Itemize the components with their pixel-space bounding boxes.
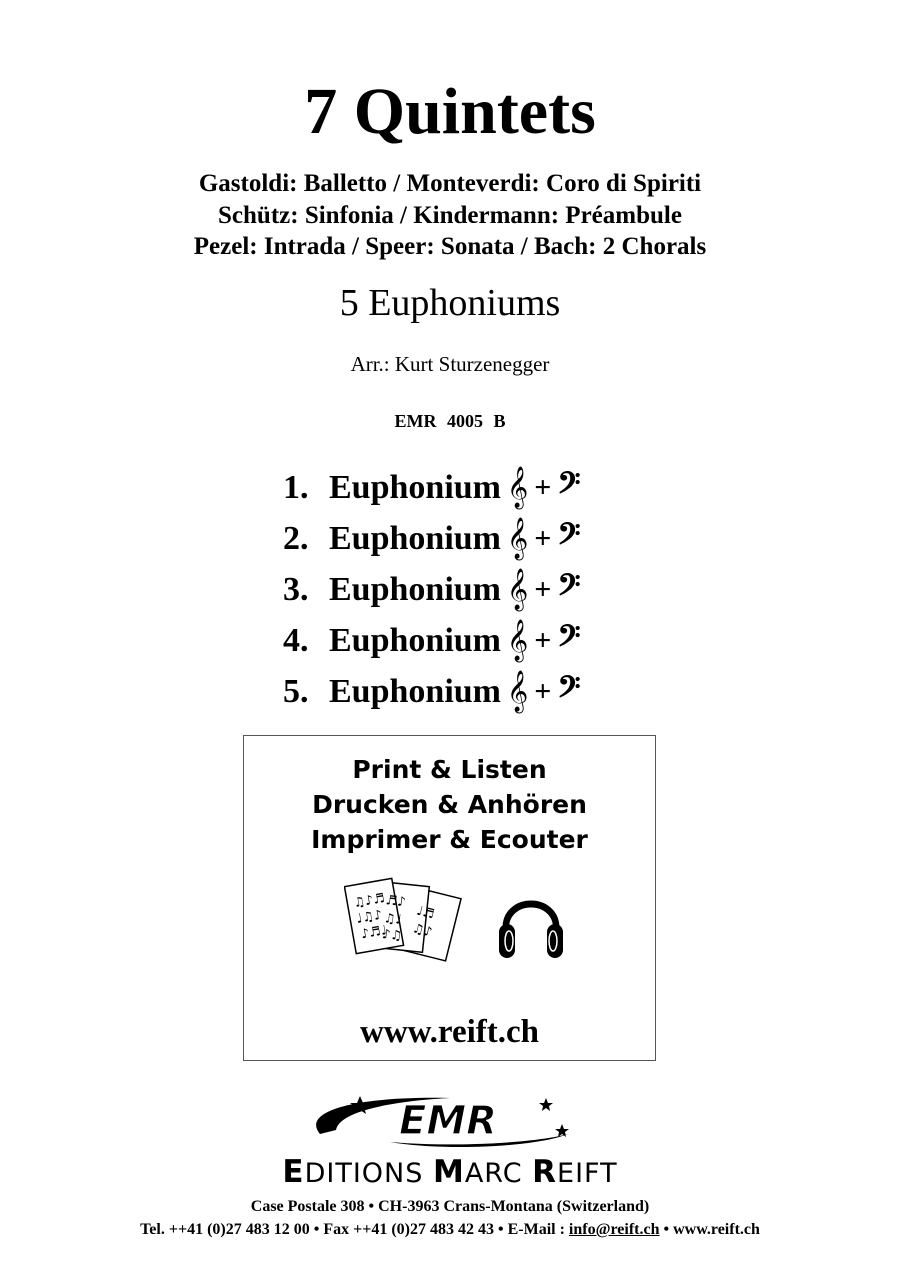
treble-clef-icon: 𝄞 — [507, 619, 529, 661]
bass-clef-icon: 𝄢 — [557, 619, 581, 661]
publisher-name: EDITIONS MARC REIFT — [282, 1154, 618, 1190]
part-name: Euphonium — [329, 570, 501, 608]
bass-clef-icon: 𝄢 — [557, 517, 581, 559]
svg-text:♩♫♪: ♩♫♪ — [355, 907, 384, 928]
svg-text:♬♪: ♬♪ — [384, 893, 407, 911]
email-link[interactable]: info@reift.ch — [568, 1221, 660, 1238]
emr-logo — [300, 1090, 590, 1152]
print-listen-line: Print & Listen — [352, 755, 547, 784]
sheet-music-icon — [344, 874, 474, 969]
svg-text:♪♫: ♪♫ — [381, 927, 403, 945]
treble-clef-icon: 𝄞 — [507, 568, 529, 610]
catalog-number: EMR 4005 B — [394, 411, 506, 431]
works-line: Pezel: Intrada / Speer: Sonata / Bach: 2 Chorals — [193, 233, 707, 260]
part-number: 4. — [283, 621, 309, 659]
publisher-contact: Tel. ++41 (0)27 483 12 00 • Fax ++41 (0)27 483 42 43 • E-Mail : info@reift.ch • www.reift.ch — [140, 1221, 760, 1238]
clef-plus: + — [534, 521, 552, 555]
works-line: Gastoldi: Balletto / Monteverdi: Coro di Spiriti — [198, 170, 702, 197]
treble-clef-icon: 𝄞 — [507, 517, 529, 559]
page-title: 7 Quintets — [304, 75, 596, 148]
svg-text:♫♩: ♫♩ — [382, 911, 403, 928]
treble-clef-icon: 𝄞 — [507, 670, 529, 712]
part-name: Euphonium — [329, 672, 501, 710]
svg-text:♪♬♩: ♪♬♩ — [359, 923, 389, 943]
svg-text:♫♪♬: ♫♪♬ — [352, 890, 387, 912]
treble-clef-icon: 𝄞 — [507, 466, 529, 508]
part-item — [283, 513, 683, 564]
instrumentation: 5 Euphoniums — [339, 282, 561, 324]
website-link[interactable]: www.reift.ch — [359, 1014, 540, 1050]
clef-plus: + — [534, 623, 552, 657]
part-item — [283, 666, 683, 717]
part-item — [283, 564, 683, 615]
works-line: Schütz: Sinfonia / Kindermann: Préambule — [218, 202, 682, 229]
part-name: Euphonium — [329, 519, 501, 557]
part-item — [283, 462, 683, 513]
print-listen-box — [243, 735, 656, 1061]
clef-plus: + — [534, 572, 552, 606]
part-name: Euphonium — [329, 468, 501, 506]
clef-plus: + — [534, 674, 552, 708]
clef-plus: + — [534, 470, 552, 504]
logo-text: EMR — [399, 1098, 497, 1144]
part-number: 1. — [283, 468, 309, 506]
publisher-address: Case Postale 308 • CH-3963 Crans-Montana (Switzerland) — [250, 1198, 650, 1215]
part-number: 2. — [283, 519, 309, 557]
part-name: Euphonium — [329, 621, 501, 659]
bass-clef-icon: 𝄢 — [557, 568, 581, 610]
bass-clef-icon: 𝄢 — [557, 466, 581, 508]
print-listen-line: Drucken & Anhören — [312, 790, 587, 819]
headphones-icon — [496, 884, 566, 966]
print-listen-line: Imprimer & Ecouter — [311, 825, 588, 854]
arranger: Arr.: Kurt Sturzenegger — [350, 352, 550, 376]
part-item — [283, 615, 683, 666]
svg-text:♩♬: ♩♬ — [414, 903, 436, 923]
parts-list — [283, 462, 683, 717]
svg-text:♫♪: ♫♪ — [410, 921, 434, 941]
part-number: 5. — [283, 672, 309, 710]
part-number: 3. — [283, 570, 309, 608]
bass-clef-icon: 𝄢 — [557, 670, 581, 712]
